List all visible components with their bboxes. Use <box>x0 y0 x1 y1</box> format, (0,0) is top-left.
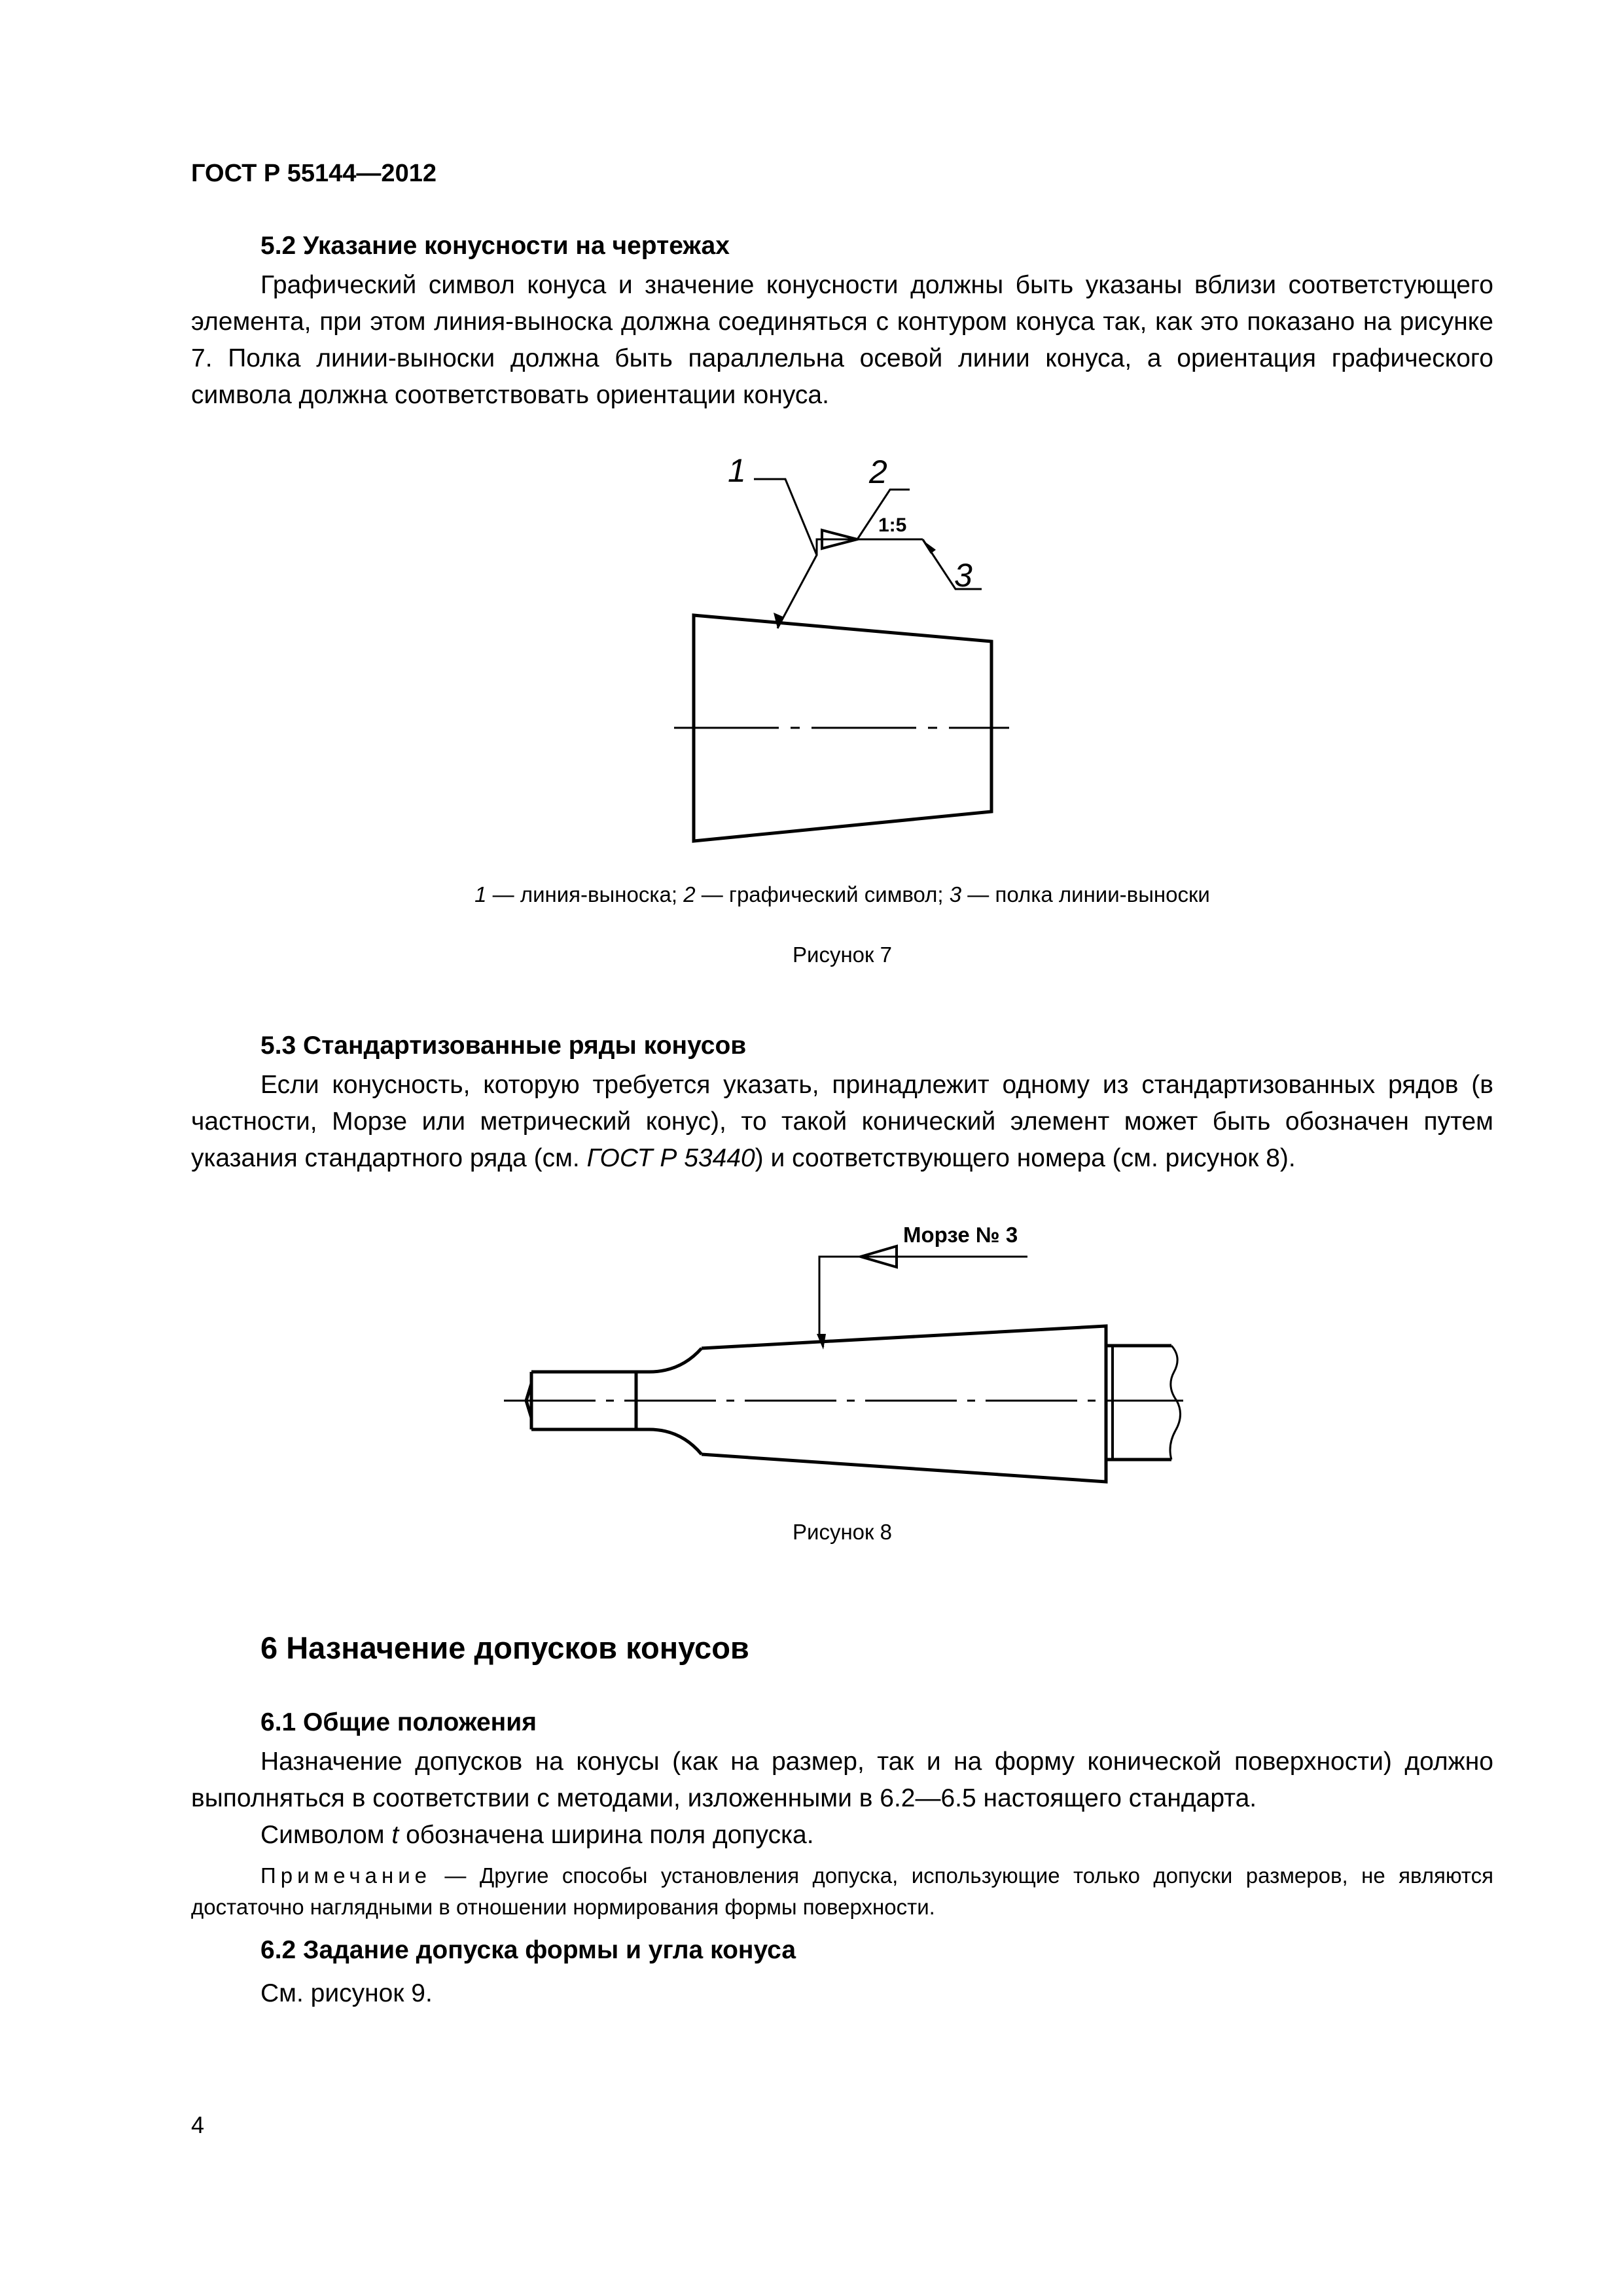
section-6-heading: 6 Назначение допусков конусов <box>260 1630 749 1665</box>
section-6-1-paragraph-2: Символом t обозначена ширина поля допуска. <box>260 1821 814 1849</box>
figure-8-drawing <box>497 1211 1204 1499</box>
section-6-2-heading: 6.2 Задание допуска формы и угла конуса <box>260 1936 796 1964</box>
section-5-3-heading: 5.3 Стандартизованные ряды конусов <box>260 1031 747 1060</box>
section-5-3-paragraph: Если конусность, которую требуется указать, принадлежит одному из стандартизованных рядов (в частности, Морзе или метрический конус), то такой конический элемент может быть обозначен путем указания стандартного ряда (см. ГОСТ Р 53440) и соответствующего номера (см. рисунок 8). <box>191 1071 1493 1172</box>
leader-line <box>754 479 817 628</box>
section-6-1-paragraph-1: Назначение допусков на конусы (как на размер, так и на форму конической поверхности) должно выполняться в соответствии с методами, изложенными в 6.2—6.5 настоящего стандарта. <box>191 1748 1493 1812</box>
figure-7-label-1: 1 <box>728 452 746 489</box>
figure-7-ratio: 1:5 <box>878 514 907 536</box>
figure-7-caption: Рисунок 7 <box>793 942 892 967</box>
section-6-2-paragraph: См. рисунок 9. <box>260 1979 433 2007</box>
figure-8-label: Морзе № 3 <box>903 1223 1018 1247</box>
break-line <box>1170 1346 1181 1460</box>
note: Примечание — Другие способы установления допуска, использующие только допуски размеров, не являются достаточно наглядными в отношении нормирования формы поверхности. <box>191 1863 1493 1919</box>
figure-7-label-2: 2 <box>869 454 887 490</box>
section-6-1-heading: 6.1 Общие положения <box>260 1708 537 1736</box>
figure-7-legend: 1 — линия-выноска; 2 — графический символ; 3 — полка линии-выноски <box>474 882 1210 906</box>
shaft-cone <box>702 1326 1106 1482</box>
figure-7-drawing <box>668 452 1034 870</box>
figure-7-label-3: 3 <box>954 557 972 594</box>
figure-8-caption: Рисунок 8 <box>793 1520 892 1544</box>
note-label: Примечание <box>260 1863 432 1888</box>
document-header: ГОСТ Р 55144—2012 <box>191 160 437 187</box>
section-5-2-paragraph: Графический символ конуса и значение конусности должны быть указаны вблизи соответстующего элемента, при этом линия-выноска должна соединяться с контуром конуса так, как это показано на рисунке 7. Полка линии-выноски должна быть параллельна осевой линии конуса, а ориентация графического символа должна соответствовать ориентации конуса. <box>191 271 1493 409</box>
leader-line <box>819 1257 861 1347</box>
page-number: 4 <box>191 2111 205 2138</box>
section-5-2-heading: 5.2 Указание конусности на чертежах <box>260 232 730 260</box>
